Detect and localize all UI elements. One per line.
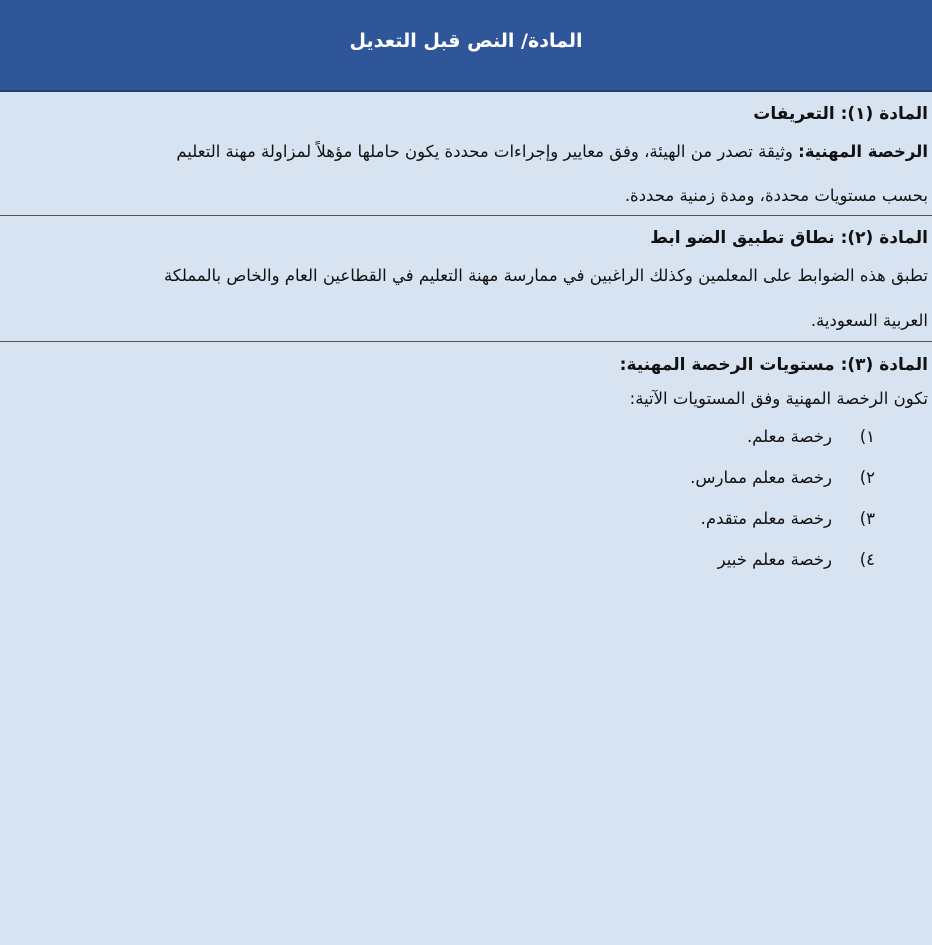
table-header	[0, 0, 932, 92]
list-item-number: ٤)	[859, 550, 875, 569]
list-item-number: ٣)	[859, 509, 875, 528]
articles-content	[0, 92, 932, 642]
article-3-intro: تكون الرخصة المهنية وفق المستويات الآتية:	[629, 389, 928, 408]
list-item	[0, 498, 928, 539]
article-3-title: المادة (٣): مستويات الرخصة المهنية:	[619, 355, 928, 375]
article-2-section	[0, 216, 932, 342]
list-item-text: رخصة معلم متقدم.	[700, 509, 832, 528]
article-1-term: الرخصة المهنية:	[798, 142, 928, 161]
article-2-line-2: العربية السعودية.	[810, 311, 928, 330]
article-2-line-1: تطبق هذه الضوابط على المعلمين وكذلك الراغبين في ممارسة مهنة التعليم في القطاعين العام والخاص بالمملكة	[163, 266, 928, 285]
list-item-text: رخصة معلم.	[746, 427, 832, 446]
article-1-line-1	[0, 136, 928, 168]
header-title: المادة/ النص قبل التعديل	[349, 30, 583, 52]
list-item-text: رخصة معلم ممارس.	[690, 468, 832, 487]
article-1-line-2: بحسب مستويات محددة، ومدة زمنية محددة.	[624, 186, 928, 205]
list-item	[0, 539, 928, 580]
article-1-definition: وثيقة تصدر من الهيئة، وفق معايير وإجراءات محددة يكون حاملها مؤهلاً لمزاولة مهنة التعليم	[176, 142, 799, 161]
list-item-number: ٢)	[859, 468, 875, 487]
license-levels-list	[0, 416, 928, 580]
list-item-number: ١)	[859, 427, 875, 446]
article-3-section	[0, 342, 932, 642]
list-item	[0, 416, 928, 457]
list-item-text: رخصة معلم خبير	[717, 550, 832, 569]
article-1-section	[0, 92, 932, 216]
article-1-title: المادة (١): التعريفات	[753, 104, 928, 124]
list-item	[0, 457, 928, 498]
article-2-title: المادة (٢): نطاق تطبيق الضو ابط	[650, 228, 928, 248]
